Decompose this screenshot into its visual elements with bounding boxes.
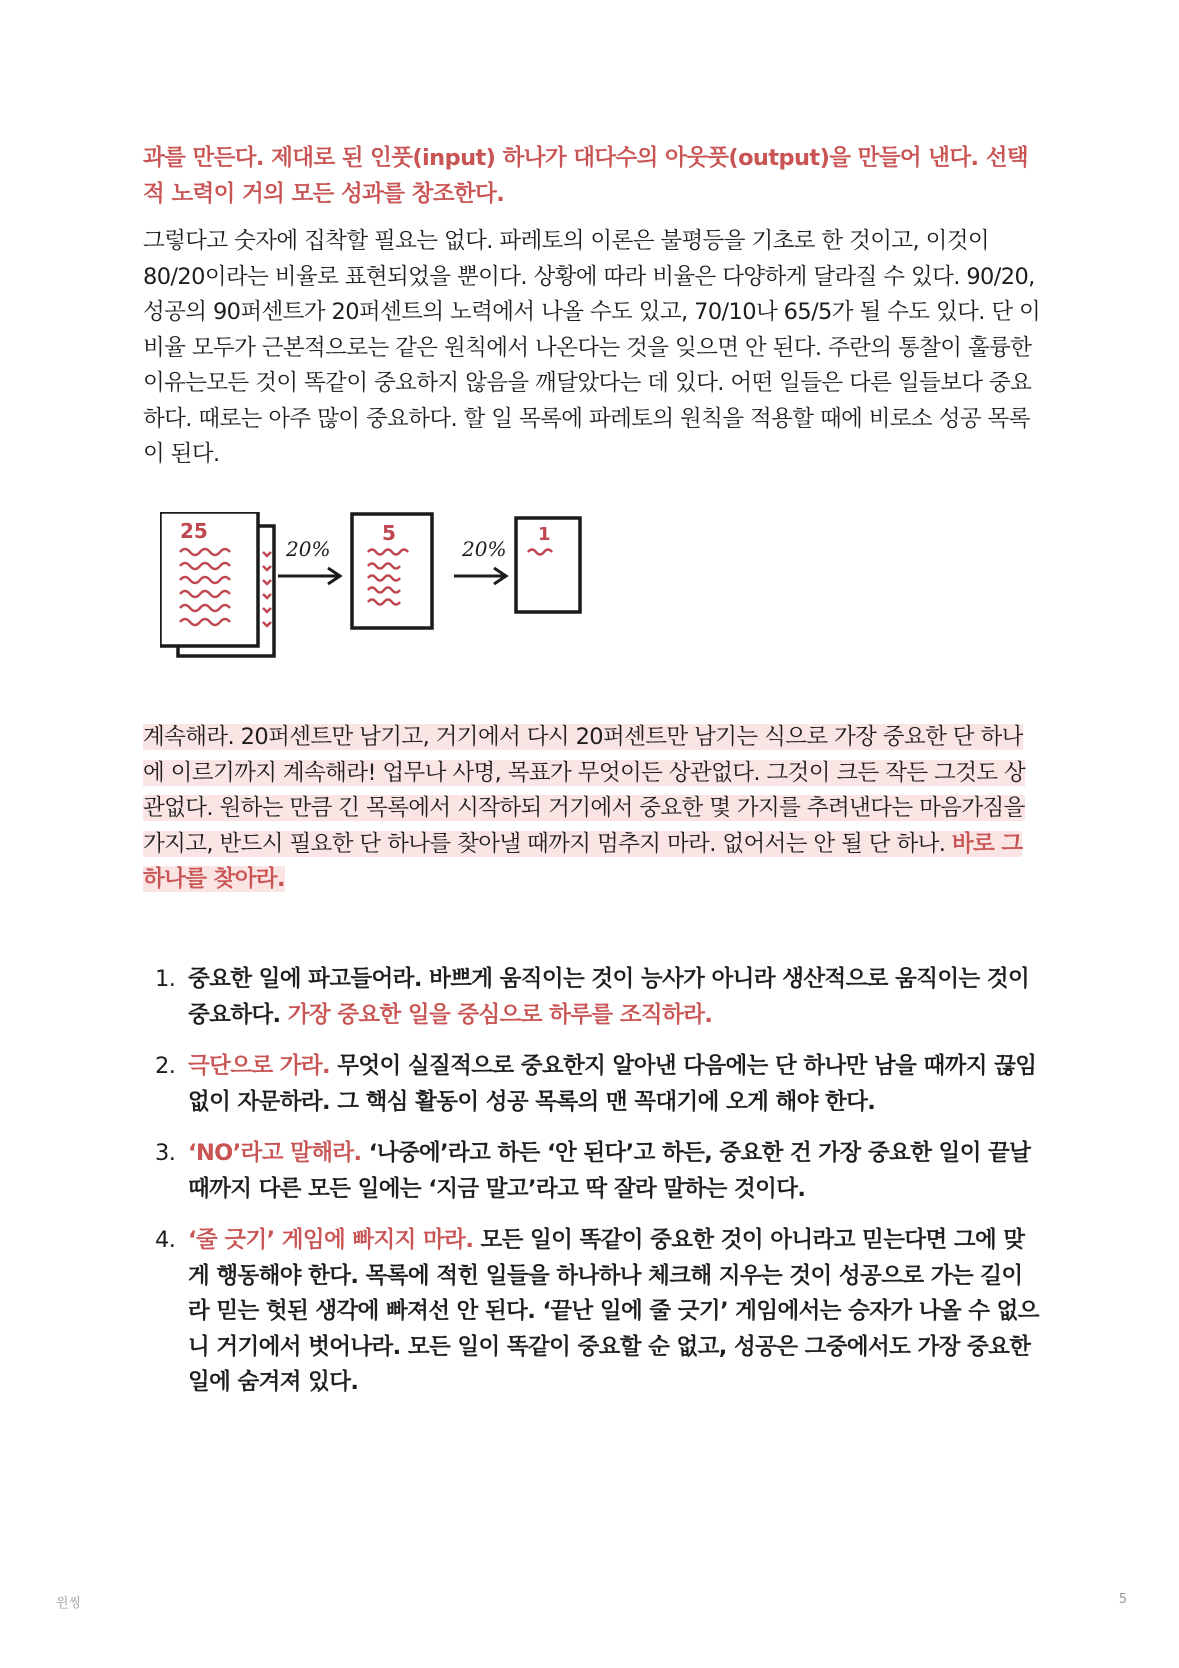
tip-red: ‘줄 긋기’ 게임에 빠지지 마라. (188, 1227, 474, 1253)
page-number-1: 1 (538, 524, 551, 545)
list-item (143, 962, 1043, 1033)
list-item-number: 4. (155, 1227, 176, 1253)
body-paragraph: 그렇다고 숫자에 집착할 필요는 없다. 파레토의 이론은 불평등을 기초로 한 것이고, 이것이 80/20이라는 비율로 표현되었을 뿐이다. 상황에 따라 비율은 다양하게 달라질 수 있다. 90/20, 성공의 90퍼센트가 20퍼센트의 노력에서 나올 수도 있고, 70/10나 65/5가 될 수도 있다. 단 이 비율 모두가 근본적으로는 같은 원칙에서 나온다는 것을 잊으면 안 된다. 주란의 통찰이 훌륭한 이유는모든 것이 똑같이 중요하지 않음을 깨달았다는 데 있다. 어떤 일들은 다른 일들보다 중요하다. 때로는 아주 많이 중요하다. 할 일 목록에 파레토의 원칙을 적용할 때에 비로소 성공 목록이 된다. (143, 228, 1041, 467)
tip-rest: 무엇이 실질적으로 중요한지 알아낸 다음에는 단 하나만 남을 때까지 끊임없이 자문하라. 그 핵심 활동이 성공 목록의 맨 꼭대기에 오게 해야 한다. (188, 1053, 1037, 1115)
intro-paragraph: 과를 만든다. 제대로 된 인풋(input) 하나가 대다수의 아웃풋(output)을 만들어 낸다. 선택적 노력이 거의 모든 성과를 창조한다. (143, 145, 1028, 207)
list-page-25 (160, 512, 258, 646)
arrow-20-percent-second (454, 537, 506, 584)
tips-list (143, 962, 1043, 1417)
tip-red: 극단으로 가라. (188, 1053, 330, 1079)
tip-rest: ‘나중에’라고 하든 ‘안 된다’고 하든, 중요한 건 가장 중요한 일이 끝날 때까지 다른 모든 일에는 ‘지금 말고’라고 딱 잘라 말하는 것이다. (188, 1140, 1031, 1202)
list-page-1 (516, 518, 580, 612)
highlight-body: 계속해라. 20퍼센트만 남기고, 거기에서 다시 20퍼센트만 남기는 식으로 가장 중요한 단 하나에 이르기까지 계속해라! 업무나 사명, 목표가 무엇이든 상관없다. 그것이 크든 작든 그것도 상관없다. 원하는 만큼 긴 목록에서 시작하되 거기에서 중요한 몇 가지를 추려낸다는 마음가짐을 가지고, 반드시 필요한 단 하나를 찾아낼 때까지 멈추지 마라. 없어서는 안 될 단 하나. (143, 724, 1026, 857)
arrow-label-second: 20% (462, 537, 507, 561)
highlight-paragraph (143, 720, 1043, 898)
page-number-5: 5 (382, 521, 396, 545)
tip-rest: 모든 일이 똑같이 중요한 것이 아니라고 믿는다면 그에 맞게 행동해야 한다. 목록에 적힌 일들을 하나하나 체크해 지우는 것이 성공으로 가는 길이라 믿는 헛된 생각에 빠져선 안 된다. ‘끝난 일에 줄 긋기’ 게임에서는 승자가 나올 수 없으니 거기에서 벗어나라. 모든 일이 똑같이 중요할 순 없고, 성공은 그중에서도 가장 중요한 일에 숨겨져 있다. (188, 1227, 1039, 1395)
footer-book-title: 윈씽 (56, 1596, 82, 1611)
list-item (143, 1136, 1043, 1207)
list-item (143, 1223, 1043, 1401)
pareto-funnel-illustration (160, 512, 640, 672)
tip-red: ‘NO’라고 말해라. (188, 1140, 362, 1166)
arrow-label-first: 20% (286, 537, 331, 561)
page-number-25: 25 (180, 519, 208, 543)
highlighted-text (143, 724, 1025, 892)
list-item-number: 3. (155, 1140, 176, 1166)
list-item (143, 1049, 1043, 1120)
tip-red: 가장 중요한 일을 중심으로 하루를 조직하라. (287, 1001, 713, 1028)
arrow-20-percent-first (278, 537, 340, 584)
tip-lead: 중요한 일에 파고들어라. 바쁘게 움직이는 것이 능사가 아니라 생산적으로 움직이는 것이 중요하다. (188, 966, 1030, 1028)
list-item-number: 2. (155, 1053, 176, 1079)
highlight-emphasis: 바로 그 하나를 찾아라. (143, 830, 1023, 892)
footer-page-number: 5 (1118, 1592, 1127, 1607)
list-page-5 (352, 514, 432, 628)
list-item-number: 1. (155, 966, 176, 992)
